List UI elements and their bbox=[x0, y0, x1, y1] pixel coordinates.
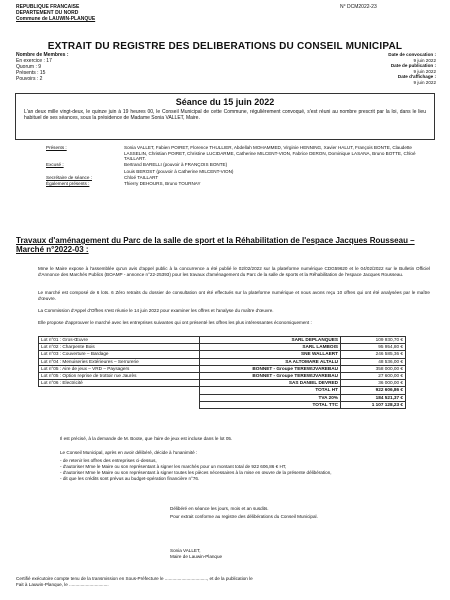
attendance-label: Excusé : bbox=[46, 162, 64, 168]
total-label: TOTAL HT bbox=[199, 387, 341, 394]
dates-block bbox=[300, 52, 436, 86]
company-cell: SNE WALLAERT bbox=[199, 351, 341, 358]
lot-cell: Lot n°05 : Aire de jeux – VRD – Paysagers bbox=[39, 365, 200, 372]
amount-cell: 358 000,00 € bbox=[341, 365, 406, 372]
attendance-row bbox=[46, 162, 436, 168]
header-left bbox=[16, 4, 216, 22]
company-cell: SARL DEPLANQUES bbox=[199, 337, 341, 344]
attendance-row bbox=[46, 175, 436, 181]
header-line: DEPARTEMENT DU NORD bbox=[16, 10, 79, 16]
affichage-label: Date d'affichage : bbox=[397, 74, 436, 80]
members-line: En exercice : 17 bbox=[16, 58, 52, 64]
paragraph: Le marché est composé de 6 lots. 6 Zéro retraits du dossier de consultation ont été effectués sur la plateforme numérique et nous avons reçu 10 offres qui ont été analysées par le maître d'œuvre. bbox=[38, 290, 430, 301]
table-row bbox=[39, 373, 406, 380]
total-row bbox=[39, 394, 406, 401]
total-row bbox=[39, 387, 406, 394]
paragraph: La Commission d'Appel d'Offres s'est réunie le 14 juin 2022 pour examiner les offres et l'analyse du maître d'œuvre. bbox=[38, 308, 274, 313]
lot-cell: Lot n°06 : Electricité bbox=[39, 380, 200, 387]
lot-cell: Lot n°05 : Option reprise de trottoir rue Jaurès bbox=[39, 373, 200, 380]
decision-intro: Le Conseil Municipal, après en avoir délibéré, décide à l'unanimité : bbox=[60, 450, 198, 455]
commune-name: Commune de LAUWIN-PLANQUE bbox=[16, 16, 96, 22]
lot-cell: Lot n°01 : Gros-Œuvre bbox=[39, 337, 200, 344]
company-cell: SA ALTOMARE ALTALU bbox=[199, 358, 341, 365]
members-line: Quorum : 9 bbox=[16, 64, 42, 70]
attendance-value: Louis BEROST (pouvoir à Catherine MILCENT-VION) bbox=[124, 168, 234, 174]
company-cell: SAS DANIEL DEVRED bbox=[199, 380, 341, 387]
convocation-date: 9 juin 2022 bbox=[413, 57, 436, 63]
paragraph: Elle propose d'approuver le marché avec les entreprises suivantes qui ont présenté les offres les plus intéressantes économiquement : bbox=[38, 320, 312, 325]
affichage-date: 9 juin 2022 bbox=[413, 79, 436, 85]
members-heading: Nombre de Membres : bbox=[16, 52, 69, 58]
attendance-row bbox=[46, 169, 436, 175]
attendance-value: Bertrand BARELLI (pouvoir à FRANÇOIS BONTE) bbox=[124, 162, 228, 168]
closing-line: Pour extrait conforme au registre des délibérations du Conseil Municipal. bbox=[170, 514, 318, 519]
lots-table bbox=[38, 336, 406, 409]
deliberation-subject: Travaux d'aménagement du Parc de la salle de sport et la Réhabilitation de l'espace Jacques Rousseau – Marché n°2022-03 : bbox=[16, 236, 415, 254]
table-row bbox=[39, 344, 406, 351]
footer bbox=[16, 576, 434, 587]
signature-block bbox=[170, 548, 290, 559]
members-line: Présents : 15 bbox=[16, 70, 46, 76]
seance-box bbox=[15, 93, 435, 140]
lot-cell: Lot n°03 : Couverture – Bardage bbox=[39, 351, 200, 358]
attendance-label: Présents : bbox=[46, 145, 67, 150]
deliberation-reference: N° DCM2022-23 bbox=[340, 4, 377, 10]
list-item: - d'autoriser Mme le Maire ou son représentant à signer les marchés pour un montant total de 922 606,86 € HT, bbox=[60, 464, 287, 470]
amount-cell: 36 000,00 € bbox=[341, 380, 406, 387]
table-row bbox=[39, 337, 406, 344]
list-item: - dit que les crédits sont prévus au budget-opération financière n°76. bbox=[60, 476, 200, 482]
attendance-value: Thierry DEHOURS, Bruno TOURNAY bbox=[124, 180, 201, 186]
lots-body bbox=[39, 337, 406, 409]
footer-line: Fait à Lauwin-Planque, le ............................... bbox=[16, 581, 109, 587]
attendance-value: Sonia VALLET, Fabien POIRET, Florence THULLIER, Abdellah MOHAMMED, Virginie HENNING, Xavier HALUT, François BONTE, Claudette LASSELIN, Christian POIRET, Christine LUCIDARME, Catherine MILCENT-VION, Fabrice DERON, Dominique LASANA, Bruno BOTTE, Chloé TAILLART. bbox=[124, 145, 416, 162]
table-row bbox=[39, 351, 406, 358]
amount-cell: 109 930,70 € bbox=[341, 337, 406, 344]
document-title: EXTRAIT DU REGISTRE DES DELIBERATIONS DU CONSEIL MUNICIPAL bbox=[47, 41, 403, 52]
closing-line: Délibéré en séance les jours, mois et an susdits. bbox=[170, 506, 269, 511]
members-block bbox=[16, 52, 166, 82]
company-cell: SARL LAMBOIS bbox=[199, 344, 341, 351]
attendance-block bbox=[46, 145, 436, 187]
seance-text: L'an deux mille vingt-deux, le quinze juin à 19 heures 00, le Conseil Municipal de cette Commune, régulièrement convoqué, s'est réuni au nombre prescrit par la loi, dans le lieu habituel de ses séances, sous la présidence de Madame Sonia VALLET, Maire. bbox=[24, 109, 426, 121]
total-row bbox=[39, 401, 406, 408]
paragraph: Mme le Maire expose à l'assemblée qu'un avis d'appel public à la concurrence a été publié le 02/02/2022 sur la plateforme numérique CDG59620 et le 04/02/2022 sur le Bulletin Officiel d'Annonce des Marchés Publics (BOAMP - annonce n°22-25393) pour les travaux d'aménagement du Parc de la salle de sports et la Réhabilitation de l'espace Jacques Rousseau. bbox=[38, 266, 430, 277]
table-row bbox=[39, 365, 406, 372]
attendance-value: Chloé TAILLART bbox=[124, 174, 159, 180]
amount-cell: 27 600,00 € bbox=[341, 373, 406, 380]
signatory-name: Sonia VALLET, bbox=[170, 548, 201, 553]
attendance-label bbox=[46, 169, 124, 175]
footer-line: Certifié exécutoire compte tenu de la transmission en Sous-Préfecture le ................................., et de la publication le bbox=[16, 576, 253, 581]
publication-date: 9 juin 2022 bbox=[413, 68, 436, 74]
amount-cell: 246 585,36 € bbox=[341, 351, 406, 358]
publication-label: Date de publication : bbox=[390, 63, 436, 69]
total-label: TVA 20% bbox=[199, 394, 341, 401]
total-amount: 922 606,86 € bbox=[341, 387, 406, 394]
attendance-label: Secrétaire de séance : bbox=[46, 174, 92, 180]
attendance-row bbox=[46, 145, 436, 162]
amount-cell: 48 536,00 € bbox=[341, 358, 406, 365]
company-cell: BONNET - Groupe TEREWIJVAREBAU bbox=[199, 365, 341, 372]
note-paragraph: Il est précisé, à la demande de M. Boote, que l'aire de jeux est incluse dans le lot 05. bbox=[60, 436, 233, 441]
list-item: - d'autoriser Mme le Maire ou son représentant à signer toutes les pièces nécessaires à la mise en œuvre de la présente délibération, bbox=[60, 470, 332, 476]
table-row bbox=[39, 358, 406, 365]
list-item: - de retenir les offres des entreprises ci-dessus, bbox=[60, 458, 157, 463]
total-label: TOTAL TTC bbox=[199, 401, 341, 408]
lot-cell: Lot n°02 : Charpente Bois bbox=[39, 344, 200, 351]
company-cell: BONNET - Groupe TEREWIJVAREBAU bbox=[199, 373, 341, 380]
attendance-label: Également présents : bbox=[46, 180, 90, 186]
total-amount: 184 521,37 € bbox=[341, 394, 406, 401]
lot-cell: Lot n°04 : Menuiseries Extérieures – Serrurerie bbox=[39, 358, 200, 365]
signatory-title: Maire de Lauwin-Planque bbox=[170, 553, 223, 559]
header-line: REPUBLIQUE FRANCAISE bbox=[16, 4, 80, 10]
attendance-row bbox=[46, 181, 436, 187]
convocation-label: Date de convocation : bbox=[388, 52, 436, 57]
amount-cell: 95 954,80 € bbox=[341, 344, 406, 351]
members-line: Pouvoirs : 2 bbox=[16, 76, 43, 82]
total-amount: 1 107 128,23 € bbox=[341, 401, 406, 408]
seance-title: Séance du 15 juin 2022 bbox=[175, 97, 275, 107]
decision-list bbox=[60, 458, 430, 482]
table-row bbox=[39, 380, 406, 387]
